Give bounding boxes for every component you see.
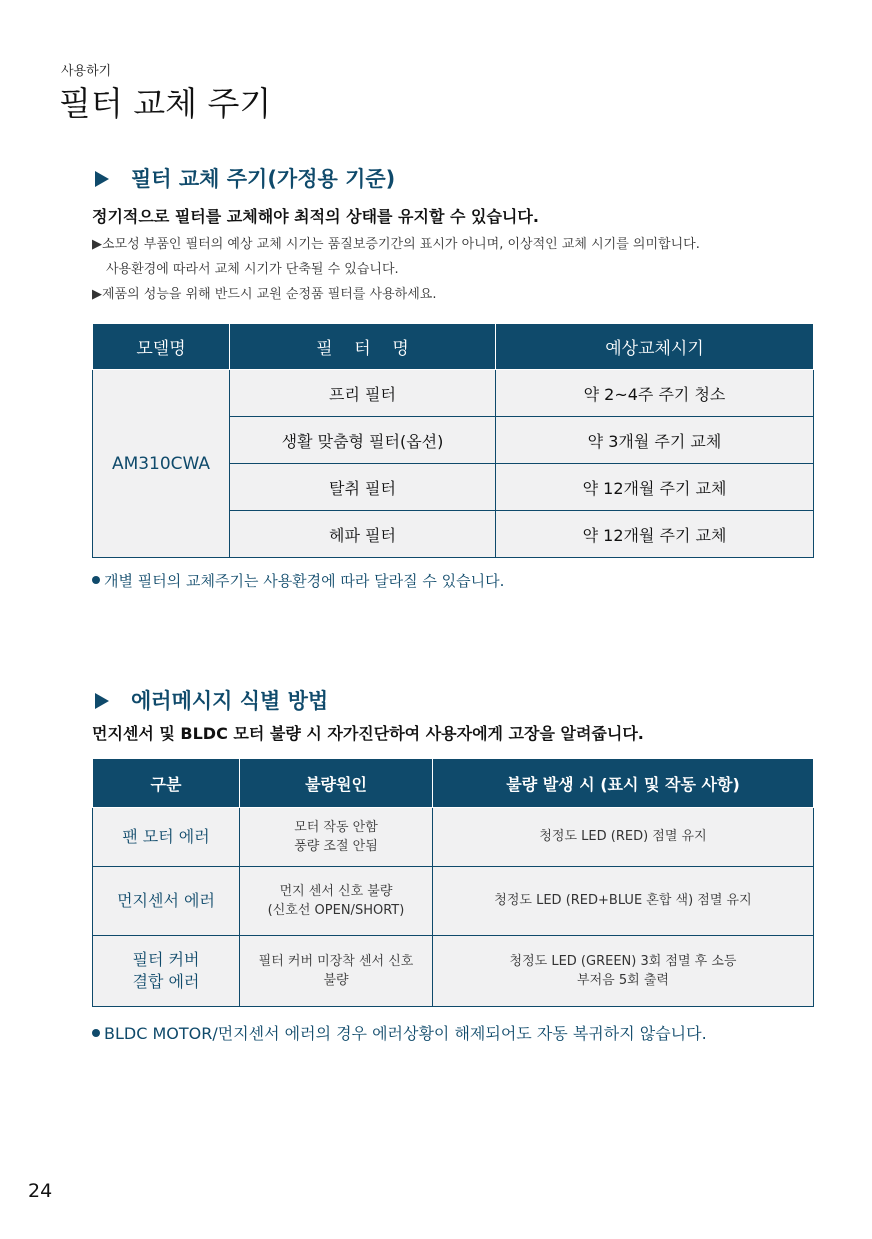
table-row — [93, 808, 814, 867]
filter-lead-text: 정기적으로 필터를 교체해야 최적의 상태를 유지할 수 있습니다. — [92, 207, 539, 226]
error-cause-line: 먼지 센서 신호 불량 — [279, 883, 393, 899]
error-cause-line: 풍량 조절 안됨 — [294, 839, 378, 854]
filter-table-header-row — [93, 324, 814, 370]
filter-name-cell: 생활 맞춤형 필터(옵션) — [230, 417, 496, 464]
filter-note-1: ▶소모성 부품인 필터의 예상 교체 시기는 품질보증기간의 표시가 아니며, 이상적인 교체 시기를 의미합니다. — [92, 237, 700, 252]
error-action-cell — [433, 867, 814, 936]
error-cause-line: 불량 — [323, 973, 349, 988]
breadcrumb: 사용하기 — [61, 64, 112, 79]
error-table — [92, 758, 814, 1007]
period-cell: 약 3개월 주기 교체 — [496, 417, 814, 464]
triangle-right-icon — [95, 171, 109, 187]
filter-name-cell: 프리 필터 — [230, 370, 496, 417]
filter-name-cell: 헤파 필터 — [230, 511, 496, 558]
error-cause-line: (신호선 OPEN/SHORT) — [267, 903, 405, 918]
page-title: 필터 교체 주기 — [59, 84, 272, 123]
period-cell: 약 12개월 주기 교체 — [496, 511, 814, 558]
error-action-line: 부저음 5회 출력 — [577, 973, 669, 988]
error-footnote-text: BLDC MOTOR/먼지센서 에러의 경우 에러상황이 해제되어도 자동 복귀하지 않습니다. — [104, 1024, 707, 1043]
col-header-period: 예상교체시기 — [496, 324, 814, 370]
filter-footnote-text: 개별 필터의 교체주기는 사용환경에 따라 달라질 수 있습니다. — [104, 572, 505, 590]
error-section-heading-text: 에러메시지 식별 방법 — [131, 689, 329, 713]
filter-table — [92, 323, 814, 558]
error-action-cell — [433, 936, 814, 1007]
filter-note-2: 사용환경에 따라서 교체 시기가 단축될 수 있습니다. — [106, 262, 399, 277]
error-action-line: 청정도 LED (GREEN) 3회 점멸 후 소등 — [509, 953, 737, 969]
col-header-type: 구분 — [93, 759, 240, 808]
error-type-line: 결합 에러 — [132, 972, 200, 991]
triangle-right-icon — [95, 693, 109, 709]
error-cause-cell — [240, 936, 433, 1007]
col-header-cause: 불량원인 — [240, 759, 433, 808]
filter-section-heading-text: 필터 교체 주기(가정용 기준) — [131, 167, 396, 191]
error-cause-line: 모터 작동 안함 — [294, 819, 378, 835]
bullet-icon — [92, 576, 100, 584]
error-type-cell — [93, 936, 240, 1007]
error-type-cell — [93, 808, 240, 867]
error-lead-text: 먼지센서 및 BLDC 모터 불량 시 자가진단하여 사용자에게 고장을 알려줍니다. — [92, 724, 644, 743]
error-cause-cell — [240, 867, 433, 936]
period-cell: 약 12개월 주기 교체 — [496, 464, 814, 511]
table-row — [93, 936, 814, 1007]
error-action-cell — [433, 808, 814, 867]
filter-name-cell: 탈취 필터 — [230, 464, 496, 511]
filter-note-3: ▶제품의 성능을 위해 반드시 교원 순정품 필터를 사용하세요. — [92, 287, 437, 302]
error-type-cell — [93, 867, 240, 936]
period-cell: 약 2~4주 주기 청소 — [496, 370, 814, 417]
bullet-icon — [92, 1029, 100, 1037]
error-cause-line: 필터 커버 미장착 센서 신호 — [258, 953, 414, 969]
col-header-model: 모델명 — [93, 324, 230, 370]
error-section-heading — [95, 685, 328, 715]
filter-footnote — [92, 570, 504, 591]
filter-section-heading — [95, 163, 395, 193]
error-action-line: 청정도 LED (RED+BLUE 혼합 색) 점멸 유지 — [494, 893, 752, 909]
model-name-cell: AM310CWA — [93, 370, 230, 558]
error-action-line: 청정도 LED (RED) 점멸 유지 — [539, 829, 707, 845]
page-number: 24 — [28, 1180, 53, 1202]
error-footnote — [92, 1021, 707, 1044]
error-cause-cell — [240, 808, 433, 867]
col-header-action: 불량 발생 시 (표시 및 작동 사항) — [433, 759, 814, 808]
error-type-line: 팬 모터 에러 — [122, 827, 210, 847]
error-table-header-row — [93, 759, 814, 808]
error-type-line: 먼지센서 에러 — [117, 891, 215, 911]
table-row — [93, 867, 814, 936]
col-header-filter: 필 터 명 — [230, 324, 496, 370]
error-type-line: 필터 커버 — [132, 950, 200, 970]
table-row — [93, 370, 814, 417]
